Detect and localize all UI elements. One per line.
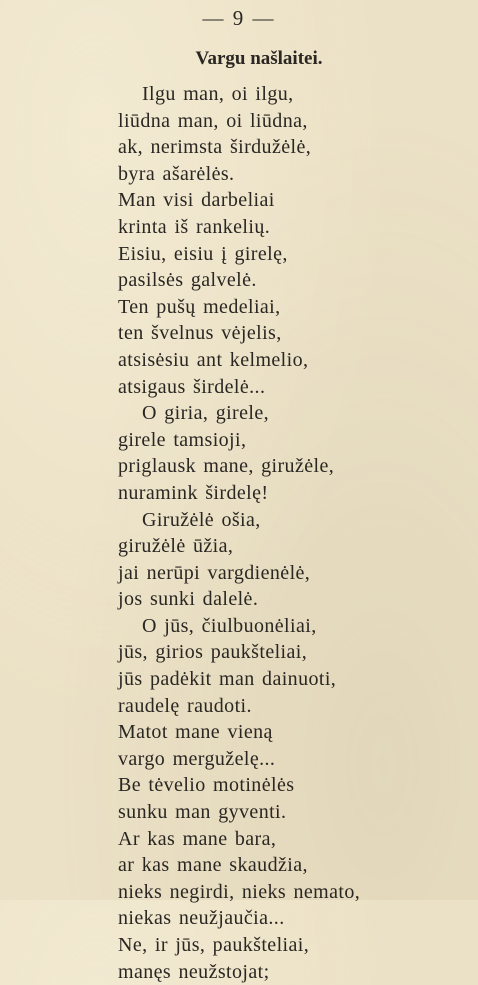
poem-line: sunku man gyventi. [118, 801, 287, 824]
poem-line: byra ašarėlės. [118, 162, 235, 185]
poem-line: Giružėlė ošia, [142, 508, 261, 531]
poem-line: nieks negirdi, nieks nemato, [118, 880, 361, 903]
poem-line: ar kas mane skaudžia, [118, 854, 308, 877]
poem-line: vargo merguželę... [118, 747, 276, 770]
poem-line: Ten pušų medeliai, [118, 295, 281, 318]
poem-line: Matot mane vieną [118, 721, 273, 744]
poem-line: jūs, girios paukšteliai, [118, 641, 308, 664]
poem-line: girele tamsioji, [118, 428, 247, 451]
poem-line: pasilsės galvelė. [118, 269, 257, 292]
poem-line: O jūs, čiulbuonėliai, [142, 614, 317, 637]
poem-line: atsigaus širdelė... [118, 375, 266, 398]
page-number: — 9 — [202, 6, 276, 30]
poem-line: jos sunki dalelė. [118, 588, 259, 611]
poem-title: Vargu našlaitei. [195, 48, 323, 69]
poem-line: jūs padėkit man dainuoti, [118, 668, 337, 691]
poem-line: krinta iš rankelių. [118, 215, 271, 238]
poem-line: Man visi darbeliai [118, 189, 275, 212]
poem-line: Ar kas mane bara, [118, 827, 277, 850]
poem-line: atsisėsiu ant kelmelio, [118, 348, 309, 371]
poem-body [118, 81, 468, 985]
poem-line: raudelę raudoti. [118, 694, 252, 717]
poem-line: O giria, girele, [142, 402, 270, 425]
poem-line: Ilgu man, oi ilgu, [142, 83, 294, 105]
poem-line: Be tėvelio motinėlės [118, 774, 295, 797]
poem-line: ten švelnus vėjelis, [118, 322, 282, 345]
poem-line: manęs neužstojat; [118, 960, 270, 983]
poem-line: priglausk mane, giružėle, [118, 455, 335, 478]
poem-line: nuramink širdelę! [118, 481, 269, 504]
poem-line: giružėlė ūžia, [118, 535, 234, 558]
poem-line: jai nerūpi vargdienėlė, [118, 561, 311, 584]
poem-line: ak, nerimsta širdužėlė, [118, 136, 312, 159]
poem-line: Ne, ir jūs, paukšteliai, [118, 934, 310, 956]
poem-line: liūdna man, oi liūdna, [118, 109, 308, 132]
poem-line: Eisiu, eisiu į girelę, [118, 242, 288, 265]
poem-line: niekas neužjaučia... [118, 907, 285, 930]
